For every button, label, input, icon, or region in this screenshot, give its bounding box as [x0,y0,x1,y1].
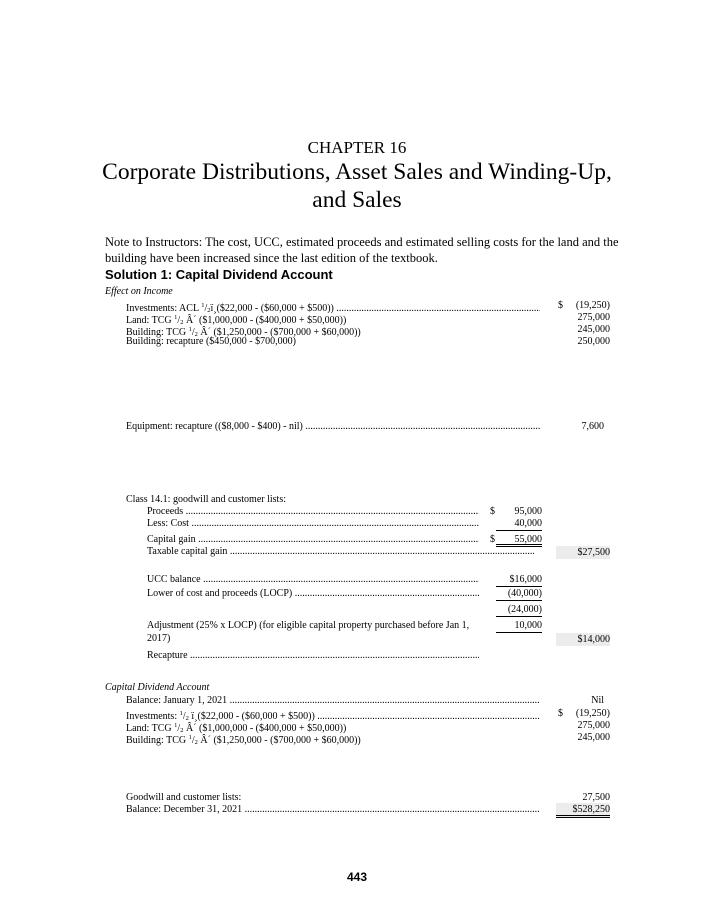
dollar-sign: $ [558,300,563,311]
page-number: 443 [346,870,368,884]
amount: 275,000 [577,312,610,323]
amount: 27,500 [556,791,610,805]
amount: 10,000 [496,619,542,633]
amount: $16,000 [496,573,542,587]
dollar-sign: $ [490,506,495,517]
cda-heading: Capital Dividend Account [105,682,210,693]
capital-gain-row: Capital gain ..... $ 55,000 [0,533,714,546]
income-land-row: Land: TCG $^1/_2$ Â´ ($1,000,000 - ($400,000 + $50,000)) 275,000 [126,312,610,326]
cda-investments-row: Investments: $^1/_2$ ï¸($22,000 - ($60,000 + $500)) ..... $ (19,250) [0,707,714,720]
amount: 55,000 [496,533,542,547]
cda-closing-row: Balance: December 31, 2021 ..... $528,250 [0,803,714,816]
chapter-title: Corporate Distributions, Asset Sales and Winding-Up, and Sales [102,159,612,213]
instructor-note: Note to Instructors: The cost, UCC, estimated proceeds and estimated selling costs for the land and the building have been increased since the last edition of the textbook. [105,235,619,265]
adjustment-label: Adjustment (25% x LOCP) (for eligible capital property purchased before Jan 1, 2017) [147,620,470,644]
cda-land-row: Land: TCG $^1/_2$ Â´ ($1,000,000 - ($400,000 + $50,000)) 275,000 [126,720,610,734]
cda-goodwill-row: Goodwill and customer lists: 27,500 [126,792,610,803]
amount: 245,000 [577,732,610,743]
income-equipment-row: Equipment: recapture (($8,000 - $400) - nil) ..... 7,600 [0,420,714,433]
income-building-tcg-row: Building: TCG $^1/_2$ Â´ ($1,250,000 - ($700,000 + $60,000)) 245,000 [126,324,610,338]
total-amount: $14,000 [556,633,610,646]
amount: 250,000 [577,336,610,347]
amount: (19,250) [575,300,610,311]
amount: $27,500 [556,546,610,559]
taxable-capital-gain-row: Taxable capital gain ..... $27,500 [0,545,714,558]
income-investments-row: Investments: ACL $^1/_2ï¸(\$22,000$ - ($60,000 + $500)) ..... $ (19,250) [0,299,714,312]
recapture-row: Recapture ..... [0,649,714,662]
amount: 40,000 [496,517,542,531]
amount: $528,250 [556,803,610,818]
adjustment-row [0,619,714,645]
subtotal-row [0,603,714,616]
effect-on-income-heading: Effect on Income [105,286,173,297]
dollar-sign: $ [558,708,563,719]
amount: (40,000) [496,587,542,601]
cda-opening-row: Balance: January 1, 2021 ..... Nil [0,694,714,707]
class-14-heading-row: Class 14.1: goodwill and customer lists: [126,494,286,505]
solution-heading: Solution 1: Capital Dividend Account [105,267,333,282]
locp-row: Lower of cost and proceeds (LOCP) ..... (40,000) [0,587,714,600]
amount: (24,000) [496,603,542,617]
ucc-balance-row: UCC balance ..... $16,000 [0,573,714,586]
chapter-label: CHAPTER 16 [307,138,407,157]
income-building-recapture-row: Building: recapture ($450,000 - $700,000) 250,000 [126,336,610,347]
amount: (19,250) [575,708,610,719]
cda-building-row: Building: TCG $^1/_2$ Â´ ($1,250,000 - ($700,000 + $60,000)) 245,000 [126,732,610,746]
amount: 95,000 [514,506,542,517]
amount: Nil [591,695,604,706]
amount: 7,600 [581,421,604,432]
amount: 275,000 [577,720,610,731]
less-cost-row: Less: Cost ..... 40,000 [0,517,714,530]
amount: 245,000 [577,324,610,335]
proceeds-row: Proceeds ..... $ 95,000 [0,505,714,518]
dollar-sign: $ [490,534,495,545]
